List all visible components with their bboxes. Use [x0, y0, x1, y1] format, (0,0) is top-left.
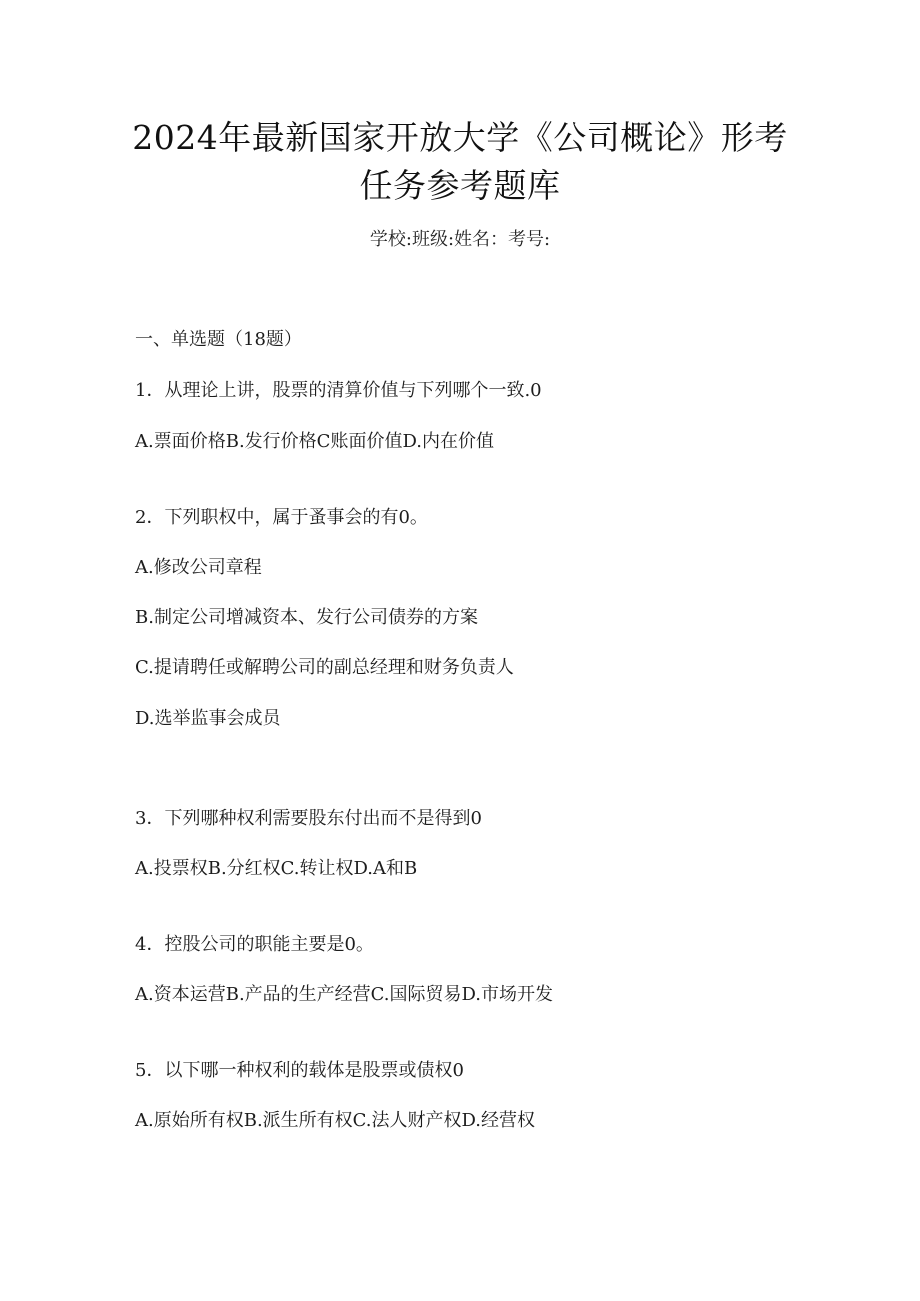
section-heading: 一、单选题（18题） [135, 329, 302, 350]
question-2-option-b: B.制定公司增减资本、发行公司债券的方案 [135, 607, 478, 628]
student-info-line: 学校:班级:姓名：考号: [369, 229, 551, 250]
question-5-stem: 5．以下哪一种权利的载体是股票或债权0 [135, 1060, 464, 1081]
question-5-options: A.原始所有权B.派生所有权C.法人财产权D.经营权 [135, 1110, 536, 1131]
document-title-line-1: 2024年最新国家开放大学《公司概论》形考 [132, 118, 788, 157]
question-2-option-d: D.选举监事会成员 [135, 708, 281, 729]
question-2-option-a: A.修改公司章程 [135, 557, 262, 578]
question-2-option-c: C.提请聘任或解聘公司的副总经理和财务负责人 [135, 657, 514, 678]
question-3-stem: 3．下列哪种权利需要股东付出而不是得到0 [135, 808, 482, 829]
question-2-stem: 2．下列职权中，属于蚤事会的有0。 [135, 507, 428, 528]
document-title-line-2: 任务参考题库 [359, 166, 561, 205]
question-4-stem: 4．控股公司的职能主要是0。 [135, 934, 374, 955]
question-4-options: A.资本运营B.产品的生产经营C.国际贸易D.市场开发 [135, 984, 554, 1005]
question-3-options: A.投票权B.分红权C.转让权D.A和B [135, 858, 418, 879]
question-1-stem: 1．从理论上讲，股票的清算价值与下列哪个一致.0 [135, 380, 542, 401]
question-1-options: A.票面价格B.发行价格C账面价值D.内在价值 [135, 431, 494, 452]
